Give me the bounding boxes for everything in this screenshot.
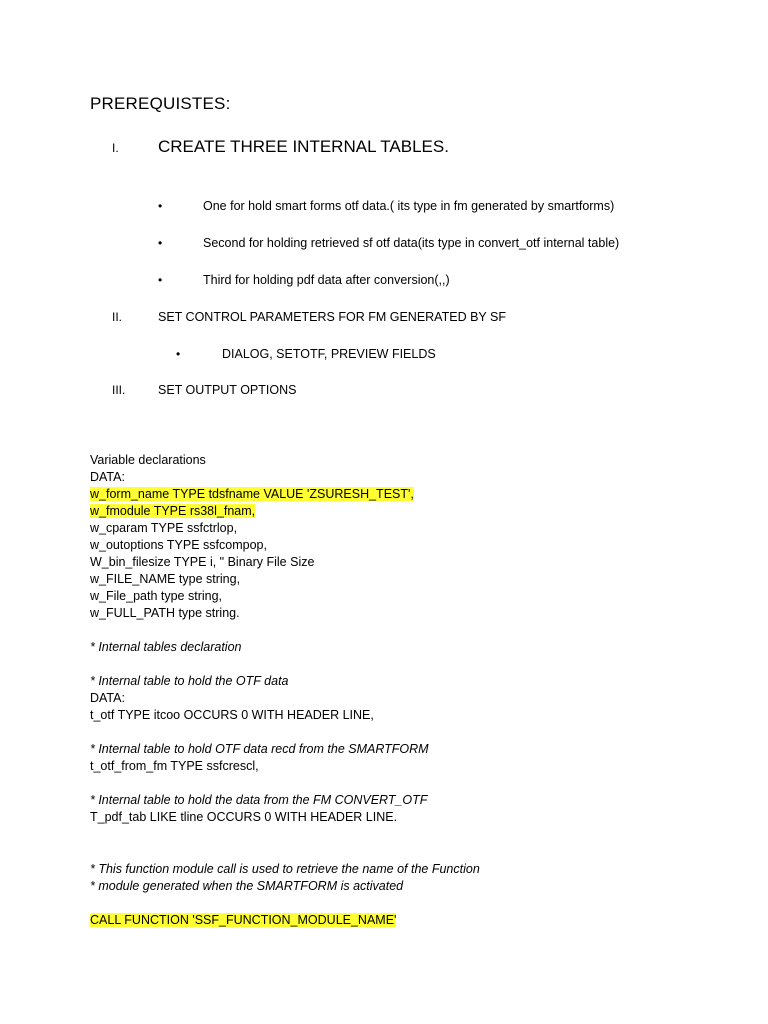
code-comment: * Internal table to hold OTF data recd from the SMARTFORM [90,742,429,756]
code-line: W_bin_filesize TYPE i, " Binary File Size [90,555,315,569]
bullet-icon: • [158,236,163,250]
code-line: w_File_path type string, [90,589,223,603]
section-1-bullet-1: One for hold smart forms otf data.( its type in fm generated by smartforms) [203,199,615,213]
code-comment: * This function module call is used to retrieve the name of the Function [90,862,480,876]
code-line: DATA: [90,691,125,705]
code-line: w_outoptions TYPE ssfcompop, [90,538,267,552]
code-line-highlighted [90,912,396,929]
section-1-title: CREATE THREE INTERNAL TABLES. [158,137,449,156]
section-1-numeral: I. [112,141,119,155]
code-line-highlighted [90,486,414,503]
code-comment: * module generated when the SMARTFORM is activated [90,879,404,893]
highlight-span: w_fmodule TYPE rs38l_fnam, [90,504,256,518]
code-line: t_otf TYPE itcoo OCCURS 0 WITH HEADER LINE, [90,708,374,722]
highlight-span: CALL FUNCTION 'SSF_FUNCTION_MODULE_NAME' [90,913,397,927]
code-line: DATA: [90,470,125,484]
bullet-icon: • [158,199,163,213]
highlight-span: w_form_name TYPE tdsfname VALUE 'ZSURESH_TEST', [90,487,414,501]
code-comment: * Internal table to hold the OTF data [90,674,289,688]
section-2-numeral: II. [112,310,123,324]
code-line: w_FILE_NAME type string, [90,572,241,586]
section-1-bullet-3: Third for holding pdf data after conversion(,,) [203,273,450,287]
code-line: T_pdf_tab LIKE tline OCCURS 0 WITH HEADER LINE. [90,810,398,824]
section-2-title: SET CONTROL PARAMETERS FOR FM GENERATED BY SF [158,310,506,324]
code-line: w_FULL_PATH type string. [90,606,240,620]
section-3-numeral: III. [112,383,126,397]
code-line: Variable declarations [90,453,206,467]
code-comment: * Internal table to hold the data from the FM CONVERT_OTF [90,793,428,807]
code-comment: * Internal tables declaration [90,640,242,654]
code-line: t_otf_from_fm TYPE ssfcrescl, [90,759,259,773]
section-1-bullet-2: Second for holding retrieved sf otf data(its type in convert_otf internal table) [203,236,620,250]
code-line: w_cparam TYPE ssfctrlop, [90,521,238,535]
section-2-bullet-1: DIALOG, SETOTF, PREVIEW FIELDS [222,347,436,361]
page-heading: PREREQUISTES: [90,94,231,113]
code-line-highlighted [90,503,255,520]
section-3-title: SET OUTPUT OPTIONS [158,383,297,397]
bullet-icon: • [176,347,181,361]
bullet-icon: • [158,273,163,287]
